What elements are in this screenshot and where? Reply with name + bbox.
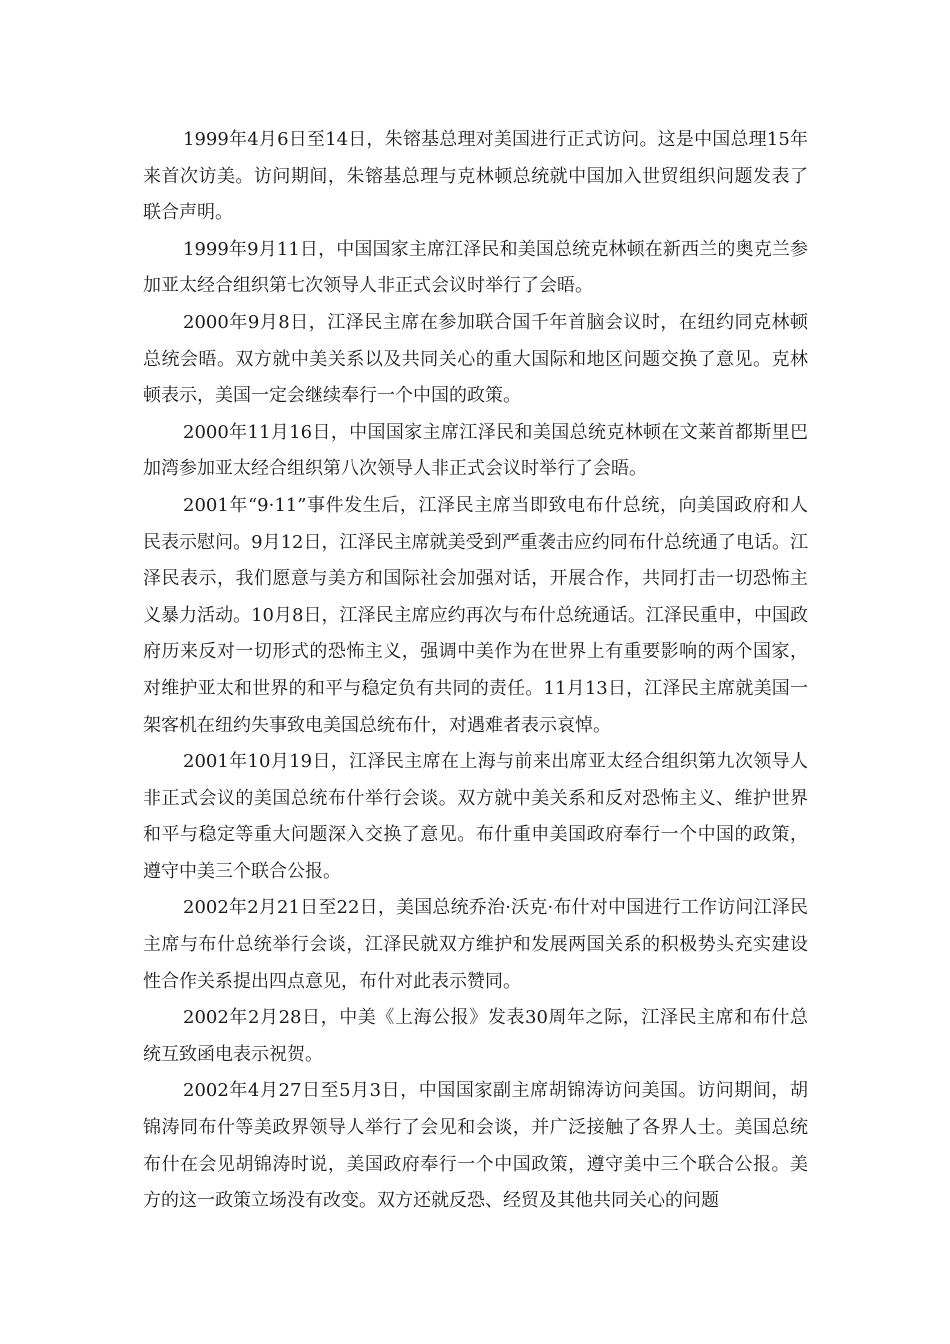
paragraph-1999-sep: 1999年9月11日，中国国家主席江泽民和美国总统克林顿在新西兰的奥克兰参加亚太经合组织第七次领导人非正式会议时举行了会晤。 (143, 238, 808, 297)
paragraph-2000-nov: 2000年11月16日，中国国家主席江泽民和美国总统克林顿在文莱首都斯里巴加湾参加亚太经合组织第八次领导人非正式会议时举行了会晤。 (143, 421, 808, 480)
paragraph-2001-911: 2001年“9·11”事件发生后，江泽民主席当即致电布什总统，向美国政府和人民表示慰问。9月12日，江泽民主席就美受到严重袭击应约同布什总统通了电话。江泽民表示，我们愿意与美方和国际社会加强对话，开展合作，共同打击一切恐怖主义暴力活动。10月8日，江泽民主席应约再次与布什总统通话。江泽民重申，中国政府历来反对一切形式的恐怖主义，强调中美作为在世界上有重要影响的两个国家，对维护亚太和世界的和平与稳定负有共同的责任。11月13日，江泽民主席就美国一架客机在纽约失事致电美国总统布什，对遇难者表示哀悼。 (143, 494, 808, 736)
paragraph-2001-oct: 2001年10月19日，江泽民主席在上海与前来出席亚太经合组织第九次领导人非正式会议的美国总统布什举行会谈。双方就中美关系和反对恐怖主义、维护世界和平与稳定等重大问题深入交换了意见。布什重申美国政府奉行一个中国的政策，遵守中美三个联合公报。 (143, 751, 808, 882)
paragraph-2002-apr: 2002年4月27日至5月3日，中国国家副主席胡锦涛访问美国。访问期间，胡锦涛同布什等美政界领导人举行了会见和会谈，并广泛接触了各界人士。美国总统布什在会见胡锦涛时说，美国政府奉行一个中国政策，遵守美中三个联合公报。美方的这一政策立场没有改变。双方还就反恐、经贸及其他共同关心的问题 (143, 1080, 808, 1212)
paragraph-2000-sep: 2000年9月8日，江泽民主席在参加联合国千年首脑会议时，在纽约同克林顿总统会晤。双方就中美关系以及共同关心的重大国际和地区问题交换了意见。克林顿表示，美国一定会继续奉行一个中国的政策。 (143, 311, 808, 407)
document-body (143, 122, 808, 1220)
paragraph-1999-apr: 1999年4月6日至14日，朱镕基总理对美国进行正式访问。这是中国总理15年来首次访美。访问期间，朱镕基总理与克林顿总统就中国加入世贸组织问题发表了联合声明。 (143, 129, 808, 224)
paragraph-2002-feb-communique: 2002年2月28日，中美《上海公报》发表30周年之际，江泽民主席和布什总统互致函电表示祝贺。 (143, 1007, 808, 1065)
paragraph-2002-feb-visit: 2002年2月21日至22日，美国总统乔治·沃克·布什对中国进行工作访问江泽民主席与布什总统举行会谈，江泽民就双方维护和发展两国关系的积极势头充实建设性合作关系提出四点意见，布什对此表示赞同。 (143, 897, 808, 992)
